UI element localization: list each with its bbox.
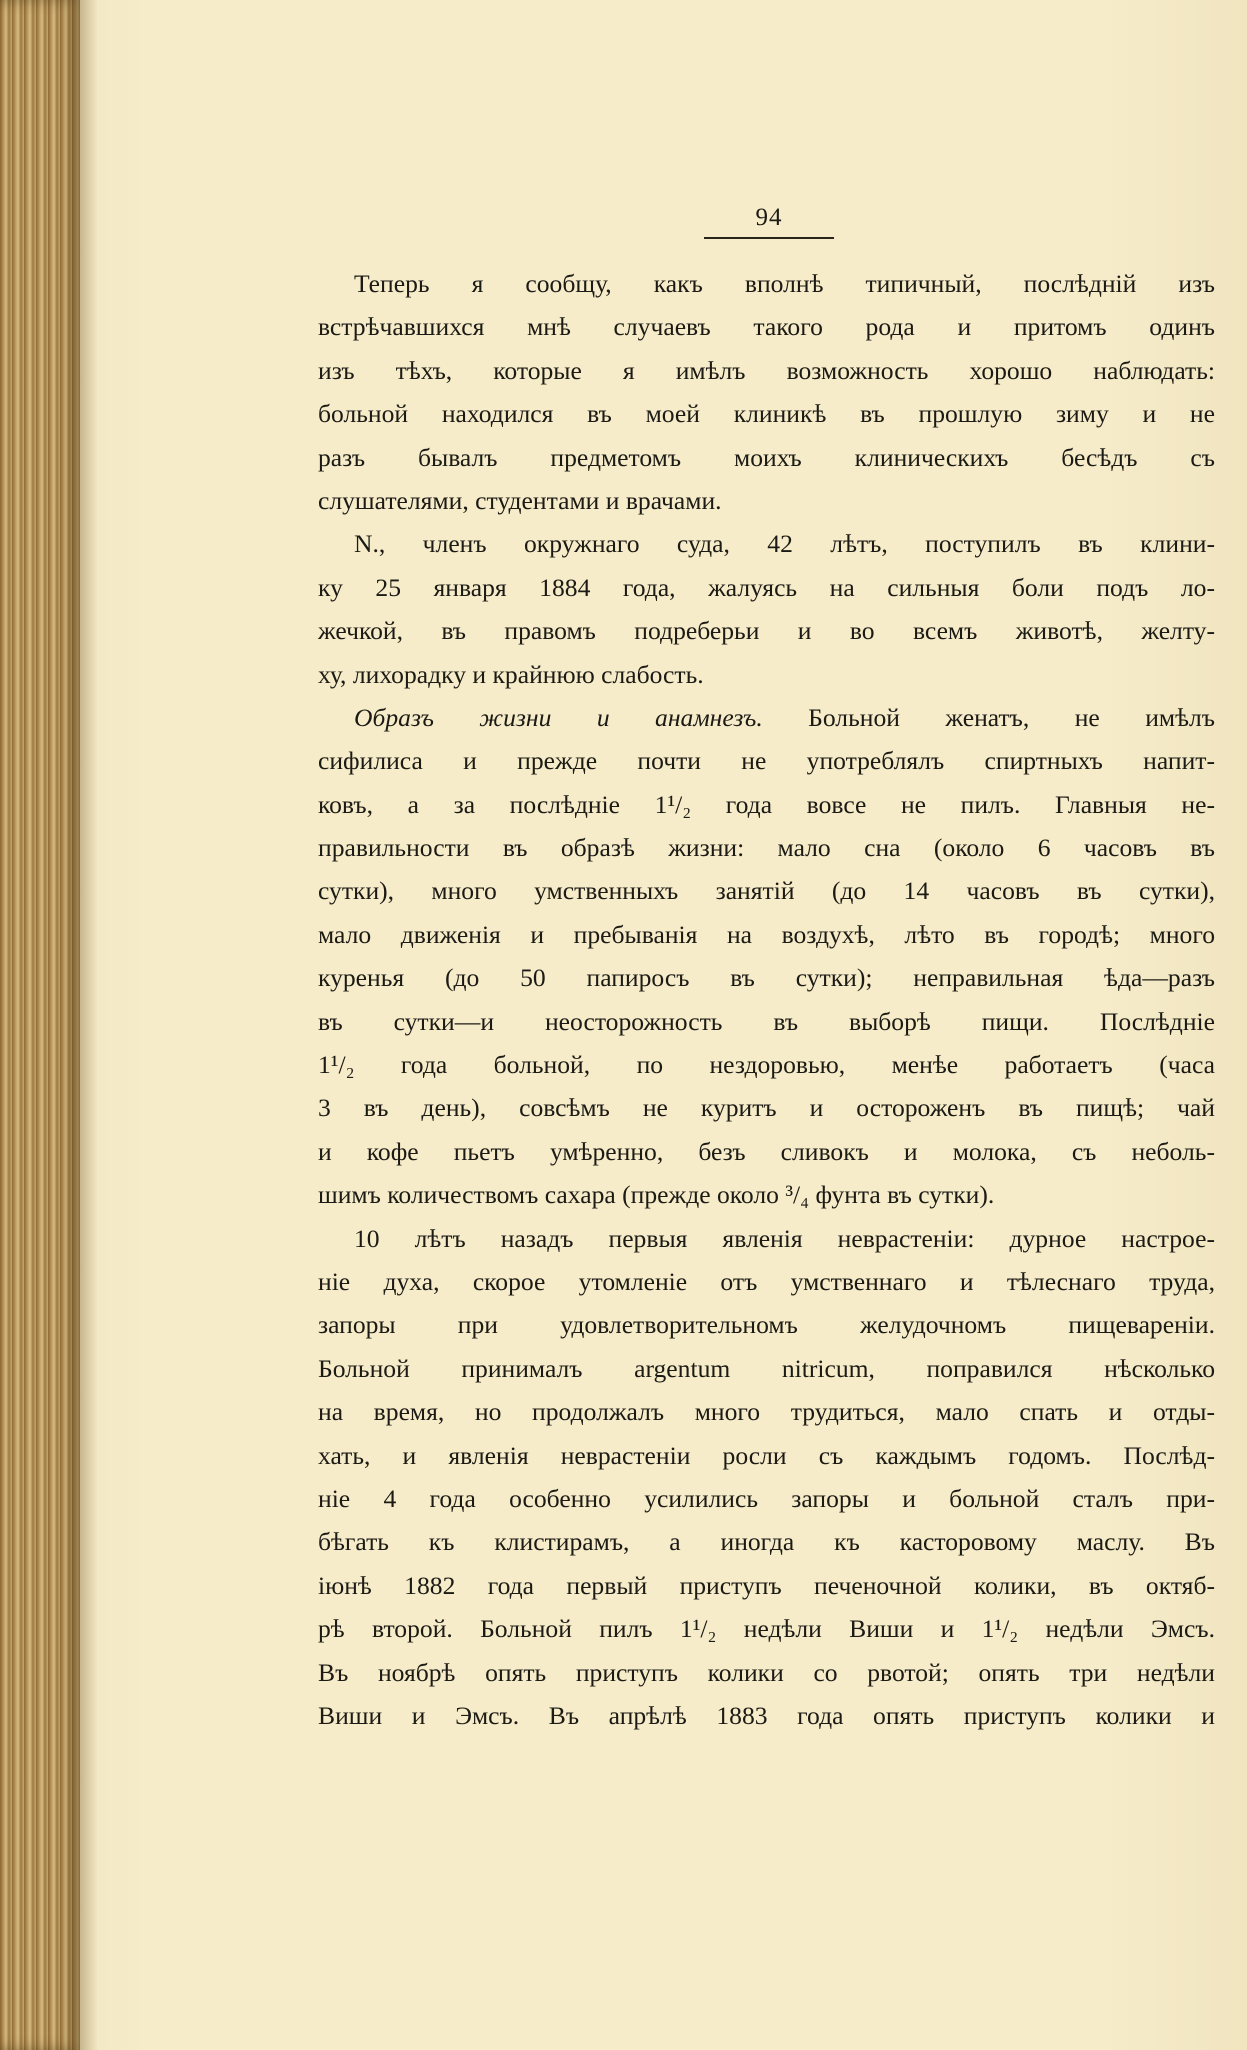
text-line: ковъ, а за послѣднiе 1¹/₂ года вовсе не пилъ. Главныя не- xyxy=(318,789,1215,819)
text-line: iюнѣ 1882 года первый приступъ печеночной колики, въ октяб- xyxy=(318,1570,1215,1600)
text-line: Больной принималъ argentum nitricum, поправился нѣсколько xyxy=(318,1353,1215,1383)
text-line: 10 лѣтъ назадъ первыя явленiя неврастенiи: дурное настрое- xyxy=(354,1223,1215,1253)
text-line: слушателями, студентами и врачами. xyxy=(318,485,722,515)
text-line: 1¹/₂ года больной, по нездоровью, менѣе работаетъ (часа xyxy=(318,1050,1215,1080)
heading-line-rest: Больной женатъ, не имѣлъ xyxy=(762,702,1215,732)
text-line: 3 въ день), совсѣмъ не куритъ и остороженъ въ пищѣ; чай xyxy=(318,1093,1215,1123)
page-number: 94 xyxy=(755,204,783,231)
text-line: разъ бывалъ предметомъ моихъ клиническихъ бесѣдъ съ xyxy=(318,442,1215,472)
text-line: шимъ количествомъ сахара (прежде около ³/₄ фунта въ сутки). xyxy=(318,1180,995,1210)
text-line: куренья (до 50 папиросъ въ сутки); неправильная ѣда—разъ xyxy=(318,963,1215,993)
section-heading: Образъ жизни и анамнезъ. xyxy=(354,702,763,732)
text-line: Теперь я сообщу, какъ вполнѣ типичный, послѣднiй изъ xyxy=(354,269,1215,298)
text-line: встрѣчавшихся мнѣ случаевъ такого рода и притомъ одинъ xyxy=(318,312,1215,342)
text-line: жечкой, въ правомъ подреберьи и во всемъ животѣ, желту- xyxy=(318,616,1215,646)
text-line: на время, но продолжалъ много трудиться, мало спать и отды- xyxy=(318,1397,1215,1427)
text-line: изъ тѣхъ, которые я имѣлъ возможность хорошо наблюдать: xyxy=(318,355,1215,385)
text-line: хать, и явленiя неврастенiи росли съ каждымъ годомъ. Послѣд- xyxy=(318,1440,1215,1470)
text-line: и кофе пьетъ умѣренно, безъ сливокъ и молока, съ неболь- xyxy=(318,1136,1215,1166)
book-spine xyxy=(0,0,80,2050)
text-line: ку 25 января 1884 года, жалуясь на сильныя боли подъ ло- xyxy=(318,572,1215,602)
text-line: бѣгать къ клистирамъ, а иногда къ касторовому маслу. Въ xyxy=(318,1527,1215,1557)
text-line: правильности въ образѣ жизни: мало сна (около 6 часовъ въ xyxy=(318,833,1215,863)
text-line: Виши и Эмсъ. Въ апрѣлѣ 1883 года опять приступъ колики и xyxy=(318,1700,1215,1730)
page-number-rule xyxy=(704,237,834,239)
text-line: въ сутки—и неосторожность въ выборѣ пищи. Послѣднiе xyxy=(318,1006,1215,1036)
text-line: больной находился въ моей клиникѣ въ прошлую зиму и не xyxy=(318,399,1215,429)
text-line-with-heading xyxy=(318,696,1215,739)
text-line: N., членъ окружнаго суда, 42 лѣтъ, поступилъ въ клини- xyxy=(354,529,1215,559)
spine-shadow xyxy=(80,0,98,2050)
text-line: сифилиса и прежде почти не употреблялъ спиртныхъ напит- xyxy=(318,746,1215,776)
text-line: нiе 4 года особенно усилились запоры и больной сталъ при- xyxy=(318,1483,1215,1513)
text-line: нiе духа, скорое утомленiе отъ умственнаго и тѣлеснаго труда, xyxy=(318,1266,1215,1296)
text-line: Въ ноябрѣ опять приступъ колики со рвотой; опять три недѣли xyxy=(318,1657,1215,1687)
text-line: запоры при удовлетворительномъ желудочномъ пищеваренiи. xyxy=(318,1310,1215,1340)
text-line: сутки), много умственныхъ занятiй (до 14 часовъ въ сутки), xyxy=(318,876,1215,906)
body-text xyxy=(318,262,1215,1737)
text-line: рѣ второй. Больной пилъ 1¹/₂ недѣли Виши и 1¹/₂ недѣли Эмсъ. xyxy=(318,1614,1215,1644)
text-line: ху, лихорадку и крайнюю слабость. xyxy=(318,659,704,689)
text-line: мало движенiя и пребыванiя на воздухѣ, лѣто въ городѣ; много xyxy=(318,919,1215,949)
